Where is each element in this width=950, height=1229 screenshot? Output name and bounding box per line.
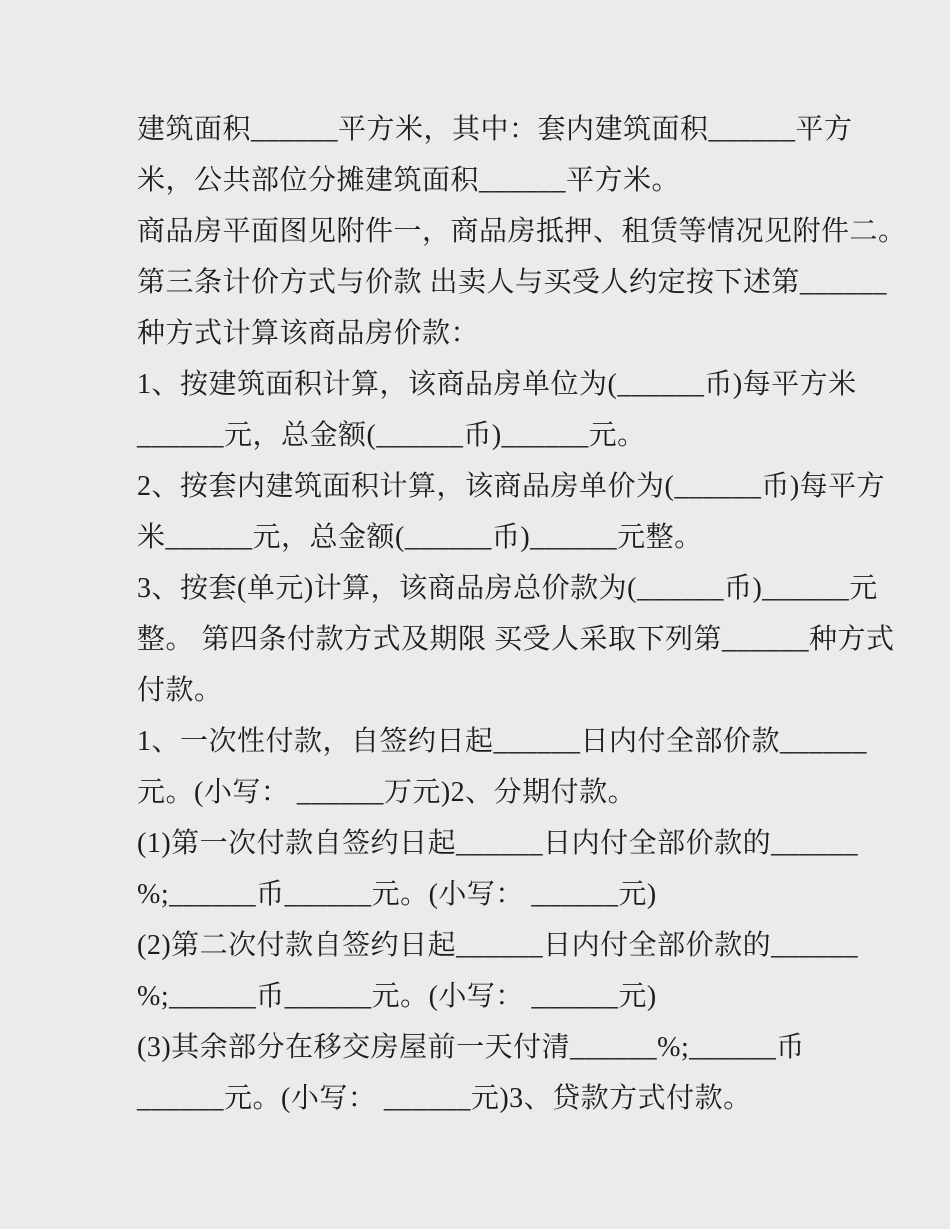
document-line: ______元，总金额(______币)______元。 — [137, 420, 646, 451]
document-line: 米______元，总金额(______币)______元整。 — [137, 522, 703, 553]
document-line: ______元。(小写： ______元)3、贷款方式付款。 — [137, 1083, 752, 1114]
document-line: 商品房平面图见附件一，商品房抵押、租赁等情况见附件二。 — [137, 216, 907, 247]
document-line: %;______币______元。(小写： ______元) — [137, 981, 657, 1012]
document-line: 整。 第四条付款方式及期限 买受人采取下列第______种方式 — [137, 624, 895, 655]
document-line: 建筑面积______平方米，其中：套内建筑面积______平方 — [137, 114, 853, 145]
document-line: 元。(小写： ______万元)2、分期付款。 — [137, 777, 637, 808]
document-line: 2、按套内建筑面积计算，该商品房单价为(______币)每平方 — [137, 471, 886, 502]
document-line: (1)第一次付款自签约日起______日内付全部价款的______ — [137, 828, 859, 859]
document-page — [137, 104, 907, 1124]
document-line: 付款。 — [137, 675, 223, 706]
document-line: %;______币______元。(小写： ______元) — [137, 879, 657, 910]
document-line: (3)其余部分在移交房屋前一天付清______%;______币 — [137, 1032, 805, 1063]
document-line: 米，公共部位分摊建筑面积______平方米。 — [137, 165, 681, 196]
document-line: (2)第二次付款自签约日起______日内付全部价款的______ — [137, 930, 859, 961]
document-line: 1、一次性付款，自签约日起______日内付全部价款______ — [137, 726, 868, 757]
document-line: 第三条计价方式与价款 出卖人与买受人约定按下述第______ — [137, 267, 888, 298]
document-line: 种方式计算该商品房价款： — [137, 318, 480, 349]
document-line: 1、按建筑面积计算，该商品房单位为(______币)每平方米 — [137, 369, 857, 400]
document-line: 3、按套(单元)计算，该商品房总价款为(______币)______元 — [137, 573, 878, 604]
